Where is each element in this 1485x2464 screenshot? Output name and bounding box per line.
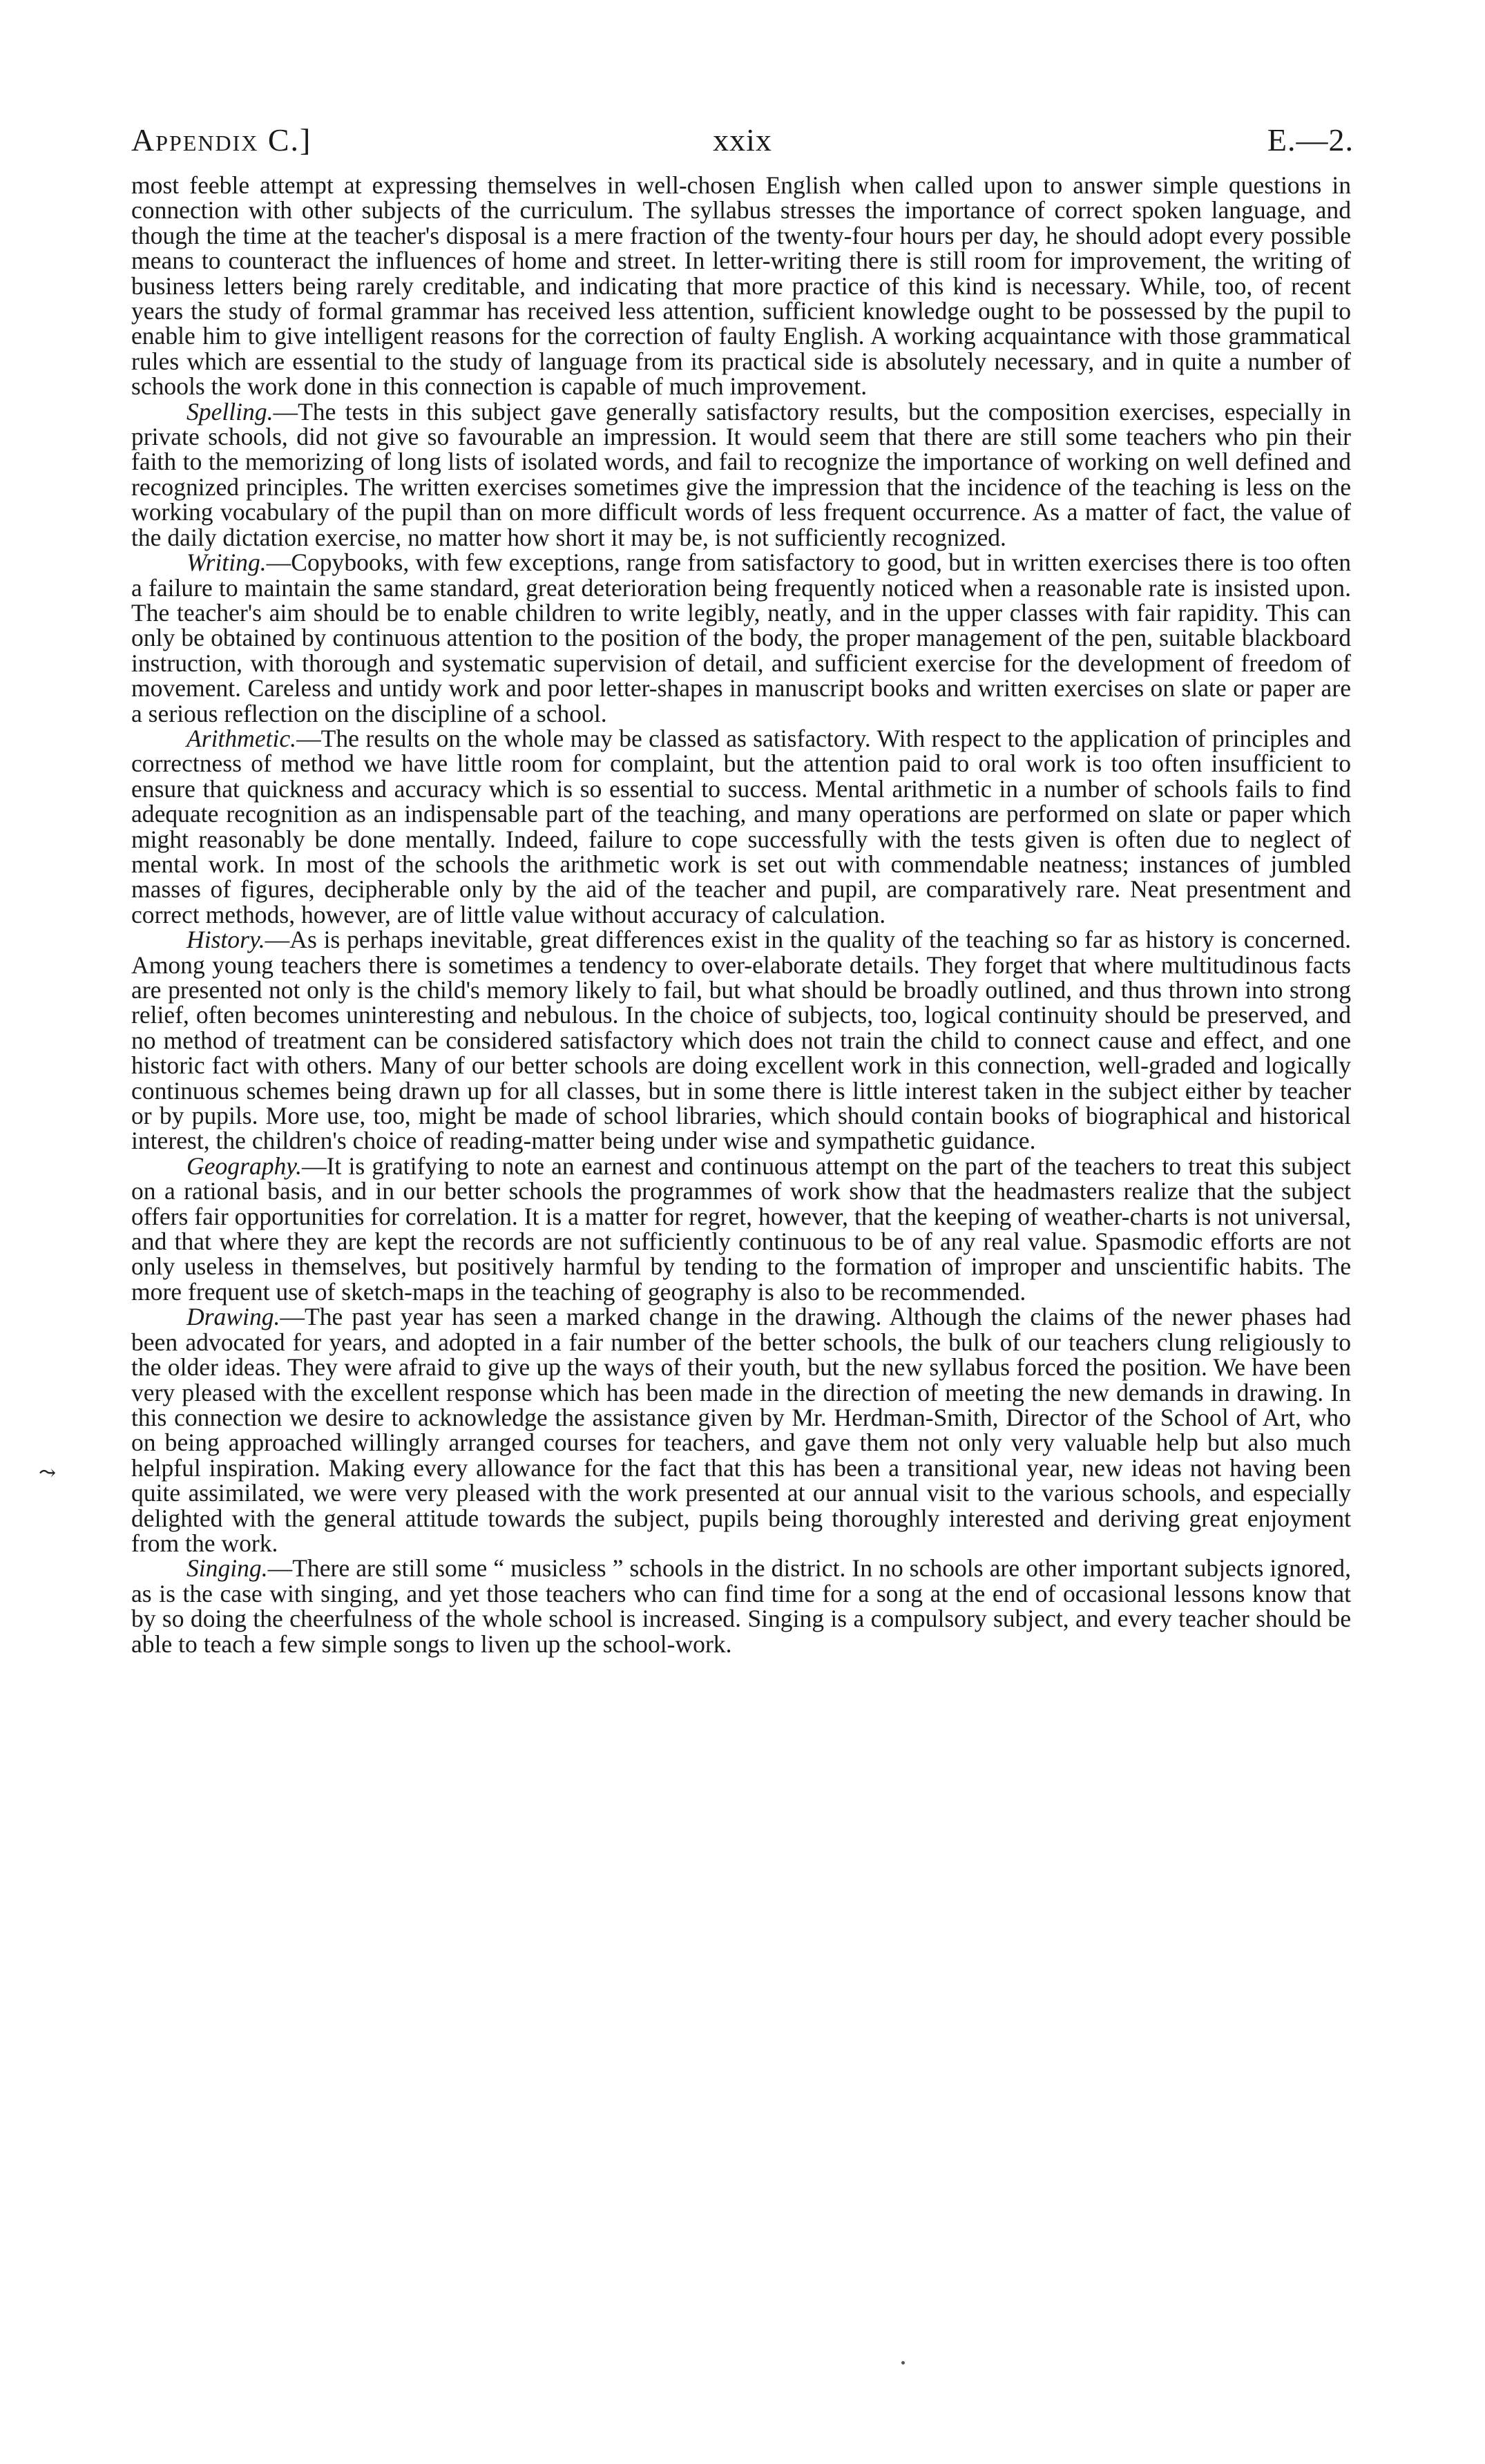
paragraph-spelling bbox=[131, 399, 1351, 550]
paragraph-drawing bbox=[131, 1304, 1351, 1556]
paragraph-text: —There are still some “ musicless ” schools in the district. In no schools are other important subjects ignored, as is the case with singing, and yet those teachers who can find time for a song at the end of occasional lessons know that by so doing the cheerfulness of the whole school is increased. Singing is a compulsory subject, and every teacher should be able to teach a few simple songs to liven up the school-work. bbox=[131, 1554, 1351, 1658]
paragraph-arithmetic bbox=[131, 726, 1351, 927]
header-document-code: E.—2. bbox=[1267, 122, 1354, 157]
paragraph-geography bbox=[131, 1154, 1351, 1304]
margin-annotation-mark: ⤳ bbox=[39, 1462, 57, 1484]
paragraph-singing bbox=[131, 1556, 1351, 1656]
paragraph-text: —The results on the whole may be classed as satisfactory. With respect to the application of principles and correctness of method we have little room for complaint, but the attention paid to oral work is too often insufficient to ensure that quickness and accuracy which is so essential to success. Mental arithmetic in a number of schools fails to find adequate recognition as an indispensable part of the teaching, and many operations are performed on slate or paper which might reasonably be done mentally. Indeed, failure to cope successfully with the tests given is often due to neglect of mental work. In most of the schools the arithmetic work is set out with commendable neatness; instances of jumbled masses of figures, decipherable only by the aid of the teacher and pupil, are comparatively rare. Neat presentment and correct methods, however, are of little value without accuracy of calculation. bbox=[131, 724, 1351, 928]
paragraph-text: —As is perhaps inevitable, great differences exist in the quality of the teaching so far as history is concerned. Among young teachers there is sometimes a tendency to over-elaborate details. They forget that where multitudinous facts are presented not only is the child's memory likely to fail, but what should be broadly outlined, and thus thrown into strong relief, often becomes uninteresting and nebulous. In the choice of subjects, too, logical continuity should be preserved, and no method of treatment can be considered satisfactory which does not train the child to connect cause and effect, and one historic fact with others. Many of our better schools are doing excellent work in this connection, well-graded and logically continuous schemes being drawn up for all classes, but in some there is little interest taken in the subject either by teacher or by pupils. More use, too, might be made of school libraries, which should contain books of biographical and historical interest, the children's choice of reading-matter being under wise and sympathetic guidance. bbox=[131, 926, 1351, 1155]
paragraph-writing bbox=[131, 550, 1351, 726]
page-header bbox=[131, 116, 1354, 164]
section-heading-drawing: Drawing. bbox=[186, 1303, 280, 1331]
paragraph-text: most feeble attempt at expressing themselves in well-chosen English when called upon to answer simple questions in connection with other subjects of the curriculum. The syllabus stresses the importance of correct spoken language, and though the time at the teacher's disposal is a mere fraction of the twenty-four hours per day, he should adopt every possible means to counteract the influences of home and street. In letter-writing there is still room for improvement, the writing of business letters being rarely creditable, and indicating that more practice of this kind is necessary. While, too, of recent years the study of formal grammar has received less attention, sufficient knowledge ought to be possessed by the pupil to enable him to give intelligent reasons for the correction of faulty English. A working acquaintance with those grammatical rules which are essential to the study of language from its practical side is absolutely necessary, and in quite a number of schools the work done in this connection is capable of much improvement. bbox=[131, 171, 1351, 401]
section-heading-singing: Singing. bbox=[186, 1554, 268, 1583]
paragraph-history bbox=[131, 927, 1351, 1154]
section-heading-history: History. bbox=[186, 926, 265, 954]
header-page-number: xxix bbox=[713, 122, 772, 157]
paragraph-text: —The tests in this subject gave generally satisfactory results, but the composition exercises, especially in private schools, did not give so favourable an impression. It would seem that there are still some teachers who pin their faith to the memorizing of long lists of isolated words, and fail to recognize the importance of working on well defined and recognized principles. The written exercises sometimes give the impression that the incidence of the teaching is less on the working vocabulary of the pupil than on more difficult words of less frequent occurrence. As a matter of fact, the value of the daily dictation exercise, no matter how short it may be, is not sufficiently recognized. bbox=[131, 397, 1351, 551]
section-heading-spelling: Spelling. bbox=[186, 397, 274, 426]
body-text bbox=[131, 173, 1351, 1656]
section-heading-writing: Writing. bbox=[186, 548, 267, 577]
print-speck bbox=[901, 2361, 905, 2365]
paragraph-text: —It is gratifying to note an earnest and continuous attempt on the part of the teachers to treat this subject on a rational basis, and in our better schools the programmes of work show that the headmasters realize that the subject offers fair opportunities for correlation. It is a matter for regret, however, that the keeping of weather-charts is not universal, and that where they are kept the records are not sufficiently continuous to be of any real value. Spasmodic efforts are not only useless in themselves, but positively harmful by tending to the formation of improper and unscientific habits. The more frequent use of sketch-maps in the teaching of geography is also to be recommended. bbox=[131, 1152, 1351, 1306]
header-appendix-label: Appendix C.] bbox=[131, 122, 312, 157]
paragraph-text: —Copybooks, with few exceptions, range from satisfactory to good, but in written exercises there is too often a failure to maintain the same standard, great deterioration being frequently noticed when a reasonable rate is insisted upon. The teacher's aim should be to enable children to write legibly, neatly, and in the upper classes with fair rapidity. This can only be obtained by continuous attention to the position of the body, the proper management of the pen, suitable blackboard instruction, with thorough and systematic supervision of detail, and sufficient exercise for the development of freedom of movement. Careless and untidy work and poor letter-shapes in manuscript books and written exercises on slate or paper are a serious reflection on the discipline of a school. bbox=[131, 548, 1351, 727]
section-heading-arithmetic: Arithmetic. bbox=[186, 724, 297, 752]
paragraph-continuation bbox=[131, 173, 1351, 399]
paragraph-text: —The past year has seen a marked change in the drawing. Although the claims of the newer phases had been advocated for years, and adopted in a fair number of the better schools, the bulk of our teachers clung religiously to the older ideas. They were afraid to give up the ways of their youth, but the new syllabus forced the position. We have been very pleased with the excellent response which has been made in the direction of meeting the new demands in drawing. In this connection we desire to acknowledge the assistance given by Mr. Herdman-Smith, Director of the School of Art, who on being approached willingly arranged courses for teachers, and gave them not only very valuable help but also much helpful inspiration. Making every allowance for the fact that this has been a transitional year, new ideas not having been quite assimilated, we were very pleased with the work presented at our annual visit to the various schools, and especially delighted with the general attitude towards the subject, pupils being thoroughly interested and deriving great enjoyment from the work. bbox=[131, 1303, 1351, 1557]
section-heading-geography: Geography. bbox=[186, 1152, 302, 1180]
